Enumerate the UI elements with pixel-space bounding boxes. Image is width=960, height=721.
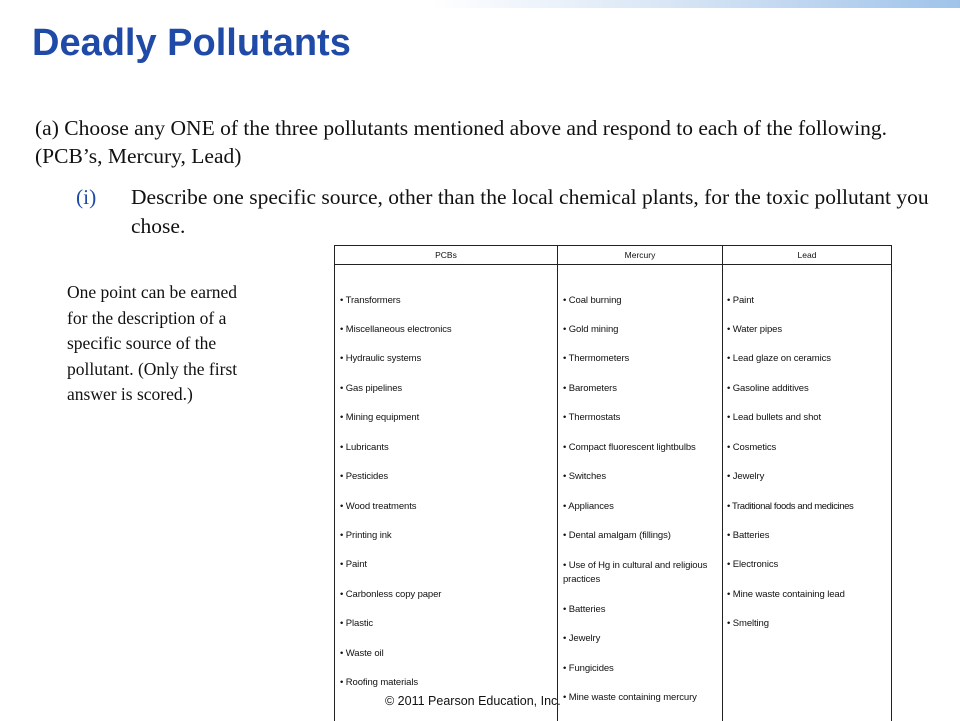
- list-item: • Gold mining: [563, 324, 619, 335]
- list-item: • Mine waste containing mercury: [563, 692, 697, 703]
- list-item: • Coal burning: [563, 295, 622, 306]
- pollutant-sources-table: [334, 245, 892, 721]
- question-a-text: (a) Choose any ONE of the three pollutants mentioned above and respond to each of the following. (PCB’s, Mercury, Lead): [35, 116, 888, 168]
- list-item: • Jewelry: [563, 633, 601, 644]
- list-item: • Waste oil: [340, 648, 384, 659]
- list-item: • Mine waste containing lead: [727, 589, 845, 600]
- list-item: • Batteries: [727, 530, 770, 541]
- table-header-lead: Lead: [723, 246, 891, 265]
- list-item: • Compact fluorescent lightbulbs: [563, 442, 696, 453]
- list-item: • Cosmetics: [727, 442, 777, 453]
- list-item: • Mining equipment: [340, 412, 420, 423]
- copyright-footer: © 2011 Pearson Education, Inc.: [385, 694, 561, 708]
- list-item: • Lubricants: [340, 442, 389, 453]
- list-item: • Water pipes: [727, 324, 782, 335]
- list-item: • Paint: [727, 295, 754, 306]
- question-i-text: Describe one specific source, other than the local chemical plants, for the toxic pollutant you chose.: [131, 185, 929, 238]
- list-item: • Paint: [340, 559, 367, 570]
- list-item: • Miscellaneous electronics: [340, 324, 452, 335]
- list-item: • Gasoline additives: [727, 383, 809, 394]
- question-i-number: (i): [76, 185, 97, 209]
- column-divider: [722, 246, 723, 721]
- column-divider: [557, 246, 558, 721]
- header-gradient-bar: [0, 0, 960, 8]
- list-item: • Switches: [563, 471, 606, 482]
- list-item: • Hydraulic systems: [340, 353, 422, 364]
- list-item: • Transformers: [340, 295, 401, 306]
- list-item: • Lead glaze on ceramics: [727, 353, 831, 364]
- list-item: • Wood treatments: [340, 501, 417, 512]
- list-item: • Dental amalgam (fillings): [563, 530, 671, 541]
- list-item: • Pesticides: [340, 471, 389, 482]
- table-header-pcbs: PCBs: [335, 246, 557, 265]
- list-item: • Gas pipelines: [340, 383, 403, 394]
- list-item: • Carbonless copy paper: [340, 589, 442, 600]
- table-header-mercury: Mercury: [558, 246, 722, 265]
- list-item: • Roofing materials: [340, 677, 418, 688]
- list-item: • Plastic: [340, 618, 374, 629]
- scoring-note: One point can be earned for the description of a specific source of the pollutant. (Only the first answer is scored.): [67, 282, 238, 404]
- list-item: • Printing ink: [340, 530, 392, 541]
- list-item: • Thermometers: [563, 353, 630, 364]
- list-item: • Electronics: [727, 559, 779, 570]
- list-item: • Thermostats: [563, 412, 621, 423]
- list-item: • Fungicides: [563, 663, 614, 674]
- list-item: • Lead bullets and shot: [727, 412, 821, 423]
- list-item: • Use of Hg in cultural and religious practices: [563, 560, 708, 585]
- list-item: • Smelting: [727, 618, 769, 629]
- list-item: • Jewelry: [727, 471, 765, 482]
- list-item: • Barometers: [563, 383, 617, 394]
- list-item: • Traditional foods and medicines: [727, 501, 854, 512]
- list-item: • Appliances: [563, 501, 614, 512]
- page-title: Deadly Pollutants: [32, 22, 351, 64]
- list-item: • Batteries: [563, 604, 606, 615]
